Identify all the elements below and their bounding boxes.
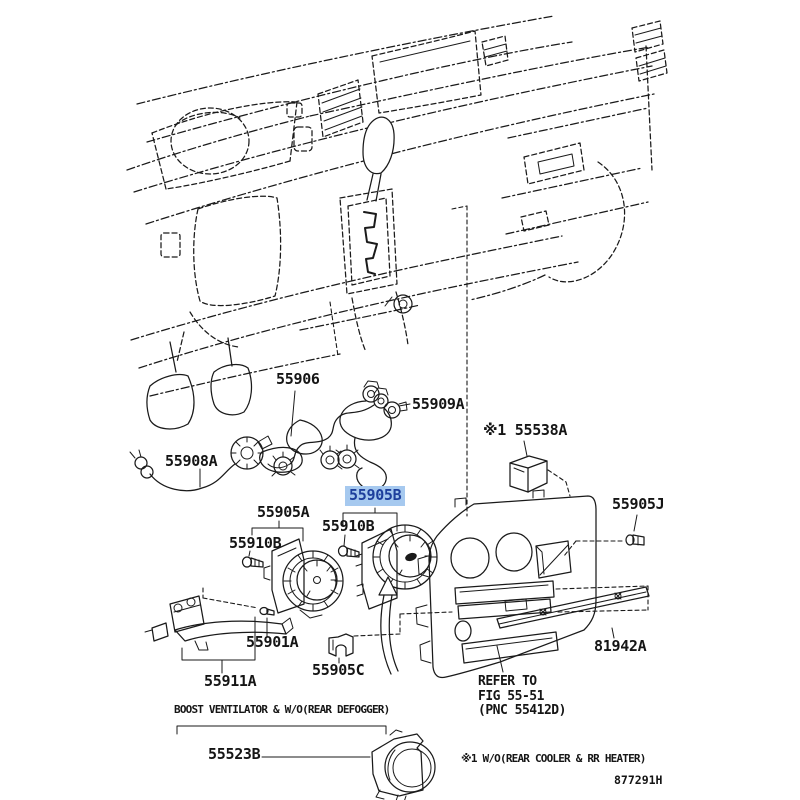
part-label-55523b[interactable]: 55523B bbox=[208, 745, 261, 763]
refer-line2: FIG 55-51 bbox=[478, 688, 544, 704]
part-label-55538a[interactable]: ※1 55538A bbox=[483, 421, 568, 439]
panel-bezel-drawing bbox=[416, 490, 596, 678]
reference-dashed-lines bbox=[452, 206, 467, 516]
strip-81942a-drawing bbox=[497, 586, 649, 628]
part-label-55905b-selected[interactable]: 55905B bbox=[345, 486, 405, 506]
screw-55910b-left-drawing bbox=[243, 557, 264, 567]
part-label-55905a[interactable]: 55905A bbox=[257, 503, 310, 521]
bolt-55901a-drawing bbox=[203, 588, 274, 615]
refer-line1: REFER TO bbox=[478, 674, 537, 689]
boost-ventilator-caption: BOOST VENTILATOR & W/O(REAR DEFOGGER) bbox=[174, 703, 390, 716]
harness-55909a-drawing bbox=[336, 381, 407, 489]
part-label-55901a[interactable]: 55901A bbox=[246, 633, 299, 651]
part-label-55908a[interactable]: 55908A bbox=[165, 452, 218, 470]
knob-55523b-drawing bbox=[372, 730, 435, 800]
part-label-55910b-right[interactable]: 55910B bbox=[322, 517, 375, 535]
part-label-55906[interactable]: 55906 bbox=[276, 370, 320, 388]
clip-55905c-drawing bbox=[329, 612, 452, 656]
part-label-55910b-left[interactable]: 55910B bbox=[229, 534, 282, 552]
screw-55905j-drawing bbox=[564, 535, 644, 556]
pointer-arrow bbox=[379, 577, 398, 674]
part-label-55909a[interactable]: 55909A bbox=[412, 395, 465, 413]
knob-55905b-drawing bbox=[356, 525, 437, 609]
dashboard-drawing bbox=[127, 16, 667, 429]
part-label-81942a[interactable]: 81942A bbox=[594, 637, 647, 655]
harness-55906-drawing bbox=[268, 388, 388, 476]
part-label-55911a[interactable]: 55911A bbox=[204, 672, 257, 690]
part-label-55905c[interactable]: 55905C bbox=[312, 661, 365, 679]
refer-note bbox=[478, 675, 566, 719]
screw-55910b-right-drawing bbox=[339, 546, 360, 557]
figure-code: 877291H bbox=[614, 773, 663, 787]
part-label-55905j[interactable]: 55905J bbox=[612, 495, 665, 513]
refer-line3: (PNC 55412D) bbox=[478, 703, 566, 718]
footnote-caption: ※1 W/O(REAR COOLER & RR HEATER) bbox=[461, 752, 646, 765]
